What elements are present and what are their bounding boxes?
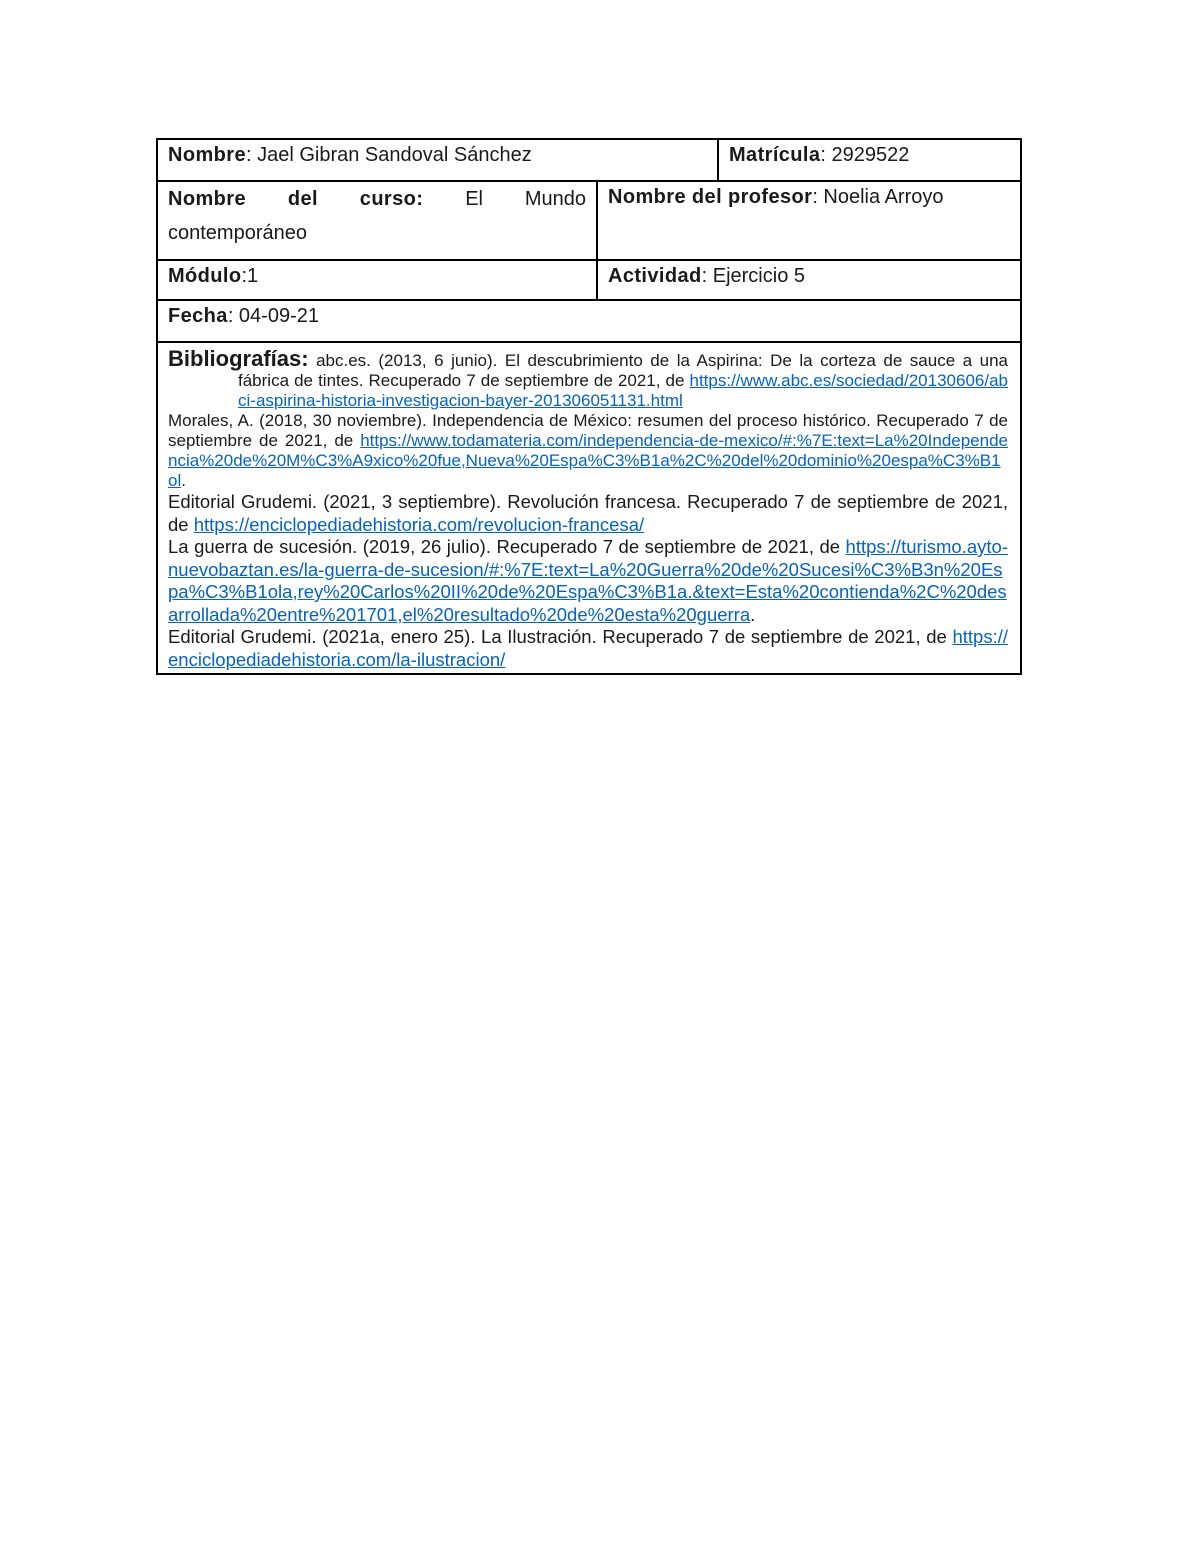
cell-profesor	[596, 182, 1020, 259]
cell-fecha	[158, 301, 1020, 341]
nombre-value: : Jael Gibran Sandoval Sánchez	[245, 144, 532, 166]
bibliography-ref	[168, 626, 1008, 671]
row-fecha	[158, 301, 1020, 343]
ref-tail: .	[181, 471, 186, 490]
curso-value-word-2: Mundo	[524, 188, 586, 210]
curso-label-word-2: del	[287, 188, 318, 210]
bibliography-ref	[168, 536, 1008, 626]
modulo-label: Módulo	[168, 265, 242, 287]
curso-label-word-3: curso:	[359, 188, 424, 210]
ref-link[interactable]: https://www.abc.es/sociedad/20130606/abci-aspirina-historia-investigacion-bayer-201306051131.html	[238, 371, 1008, 410]
ref-text: La guerra de sucesión. (2019, 26 julio). Recuperado 7 de septiembre de 2021, de	[168, 536, 846, 557]
modulo-value: :1	[241, 265, 259, 287]
row-curso-profesor	[158, 182, 1020, 261]
course-line	[168, 185, 586, 213]
ref-link[interactable]: https://enciclopediadehistoria.com/la-ilustracion/	[168, 626, 1008, 670]
profesor-label: Nombre del profesor	[608, 186, 813, 208]
bibliography-ref	[168, 411, 1008, 491]
ref-text: Morales, A. (2018, 30 noviembre). Independencia de México: resumen del proceso histórico. Recuperado 7 de septiembre de 2021, de	[168, 411, 1008, 450]
ref-text: Editorial Grudemi. (2021, 3 septiembre). Revolución francesa. Recuperado 7 de septiembre de 2021, de	[168, 491, 1008, 535]
actividad-label: Actividad	[608, 265, 702, 287]
ref-tail: .	[750, 603, 756, 625]
ref-link[interactable]: https://www.todamateria.com/independencia-de-mexico/#:%7E:text=La%20Independencia%20de%20M%C3%A9xico%20fue,Nueva%20Espa%C3%B1a%2C%20del%20dominio%20espa%C3%B1ol	[168, 431, 1008, 490]
curso-value-word-1: El	[465, 188, 483, 210]
nombre-label: Nombre	[168, 144, 246, 166]
bibliography-title: Bibliografías:	[168, 346, 309, 371]
matricula-label: Matrícula	[729, 144, 821, 166]
bibliography-ref	[168, 346, 1008, 411]
actividad-value: : Ejercicio 5	[701, 265, 805, 287]
cell-curso	[158, 182, 596, 259]
ref-text: Editorial Grudemi. (2021a, enero 25). La Ilustración. Recuperado 7 de septiembre de 2021, de	[168, 626, 953, 647]
bibliography-ref	[168, 491, 1008, 536]
cell-matricula	[717, 140, 1020, 180]
cell-modulo	[158, 261, 596, 299]
row-modulo-actividad	[158, 261, 1020, 301]
profesor-value: : Noelia Arroyo	[812, 186, 944, 208]
cell-bibliography	[158, 343, 1020, 673]
ref-link[interactable]: https://enciclopediadehistoria.com/revolucion-francesa/	[193, 513, 645, 535]
curso-value-word-3: contemporáneo	[168, 222, 307, 244]
cell-nombre	[158, 140, 717, 180]
fecha-label: Fecha	[168, 305, 228, 327]
fecha-value: : 04-09-21	[227, 305, 319, 327]
matricula-value: : 2929522	[820, 144, 910, 166]
row-name-matricula	[158, 140, 1020, 182]
cell-actividad	[596, 261, 1020, 299]
ref-text: abc.es. (2013, 6 junio). El descubrimiento de la Aspirina: De la corteza de sauce a una fábrica de tintes. Recuperado 7 de septiembre de 2021, de	[238, 351, 1008, 390]
assignment-header-table	[156, 138, 1022, 675]
ref-link[interactable]: https://turismo.ayto-nuevobaztan.es/la-guerra-de-sucesion/#:%7E:text=La%20Guerra%20de%20Sucesi%C3%B3n%20Espa%C3%B1ola,rey%20Carlos%20II%20de%20Espa%C3%B1a.&text=Esta%20contienda%2C%20desarrollada%20entre%201701,el%20resultado%20de%20esta%20guerra	[168, 536, 1008, 625]
curso-label-word-1: Nombre	[168, 188, 246, 210]
row-bibliography	[158, 343, 1020, 673]
